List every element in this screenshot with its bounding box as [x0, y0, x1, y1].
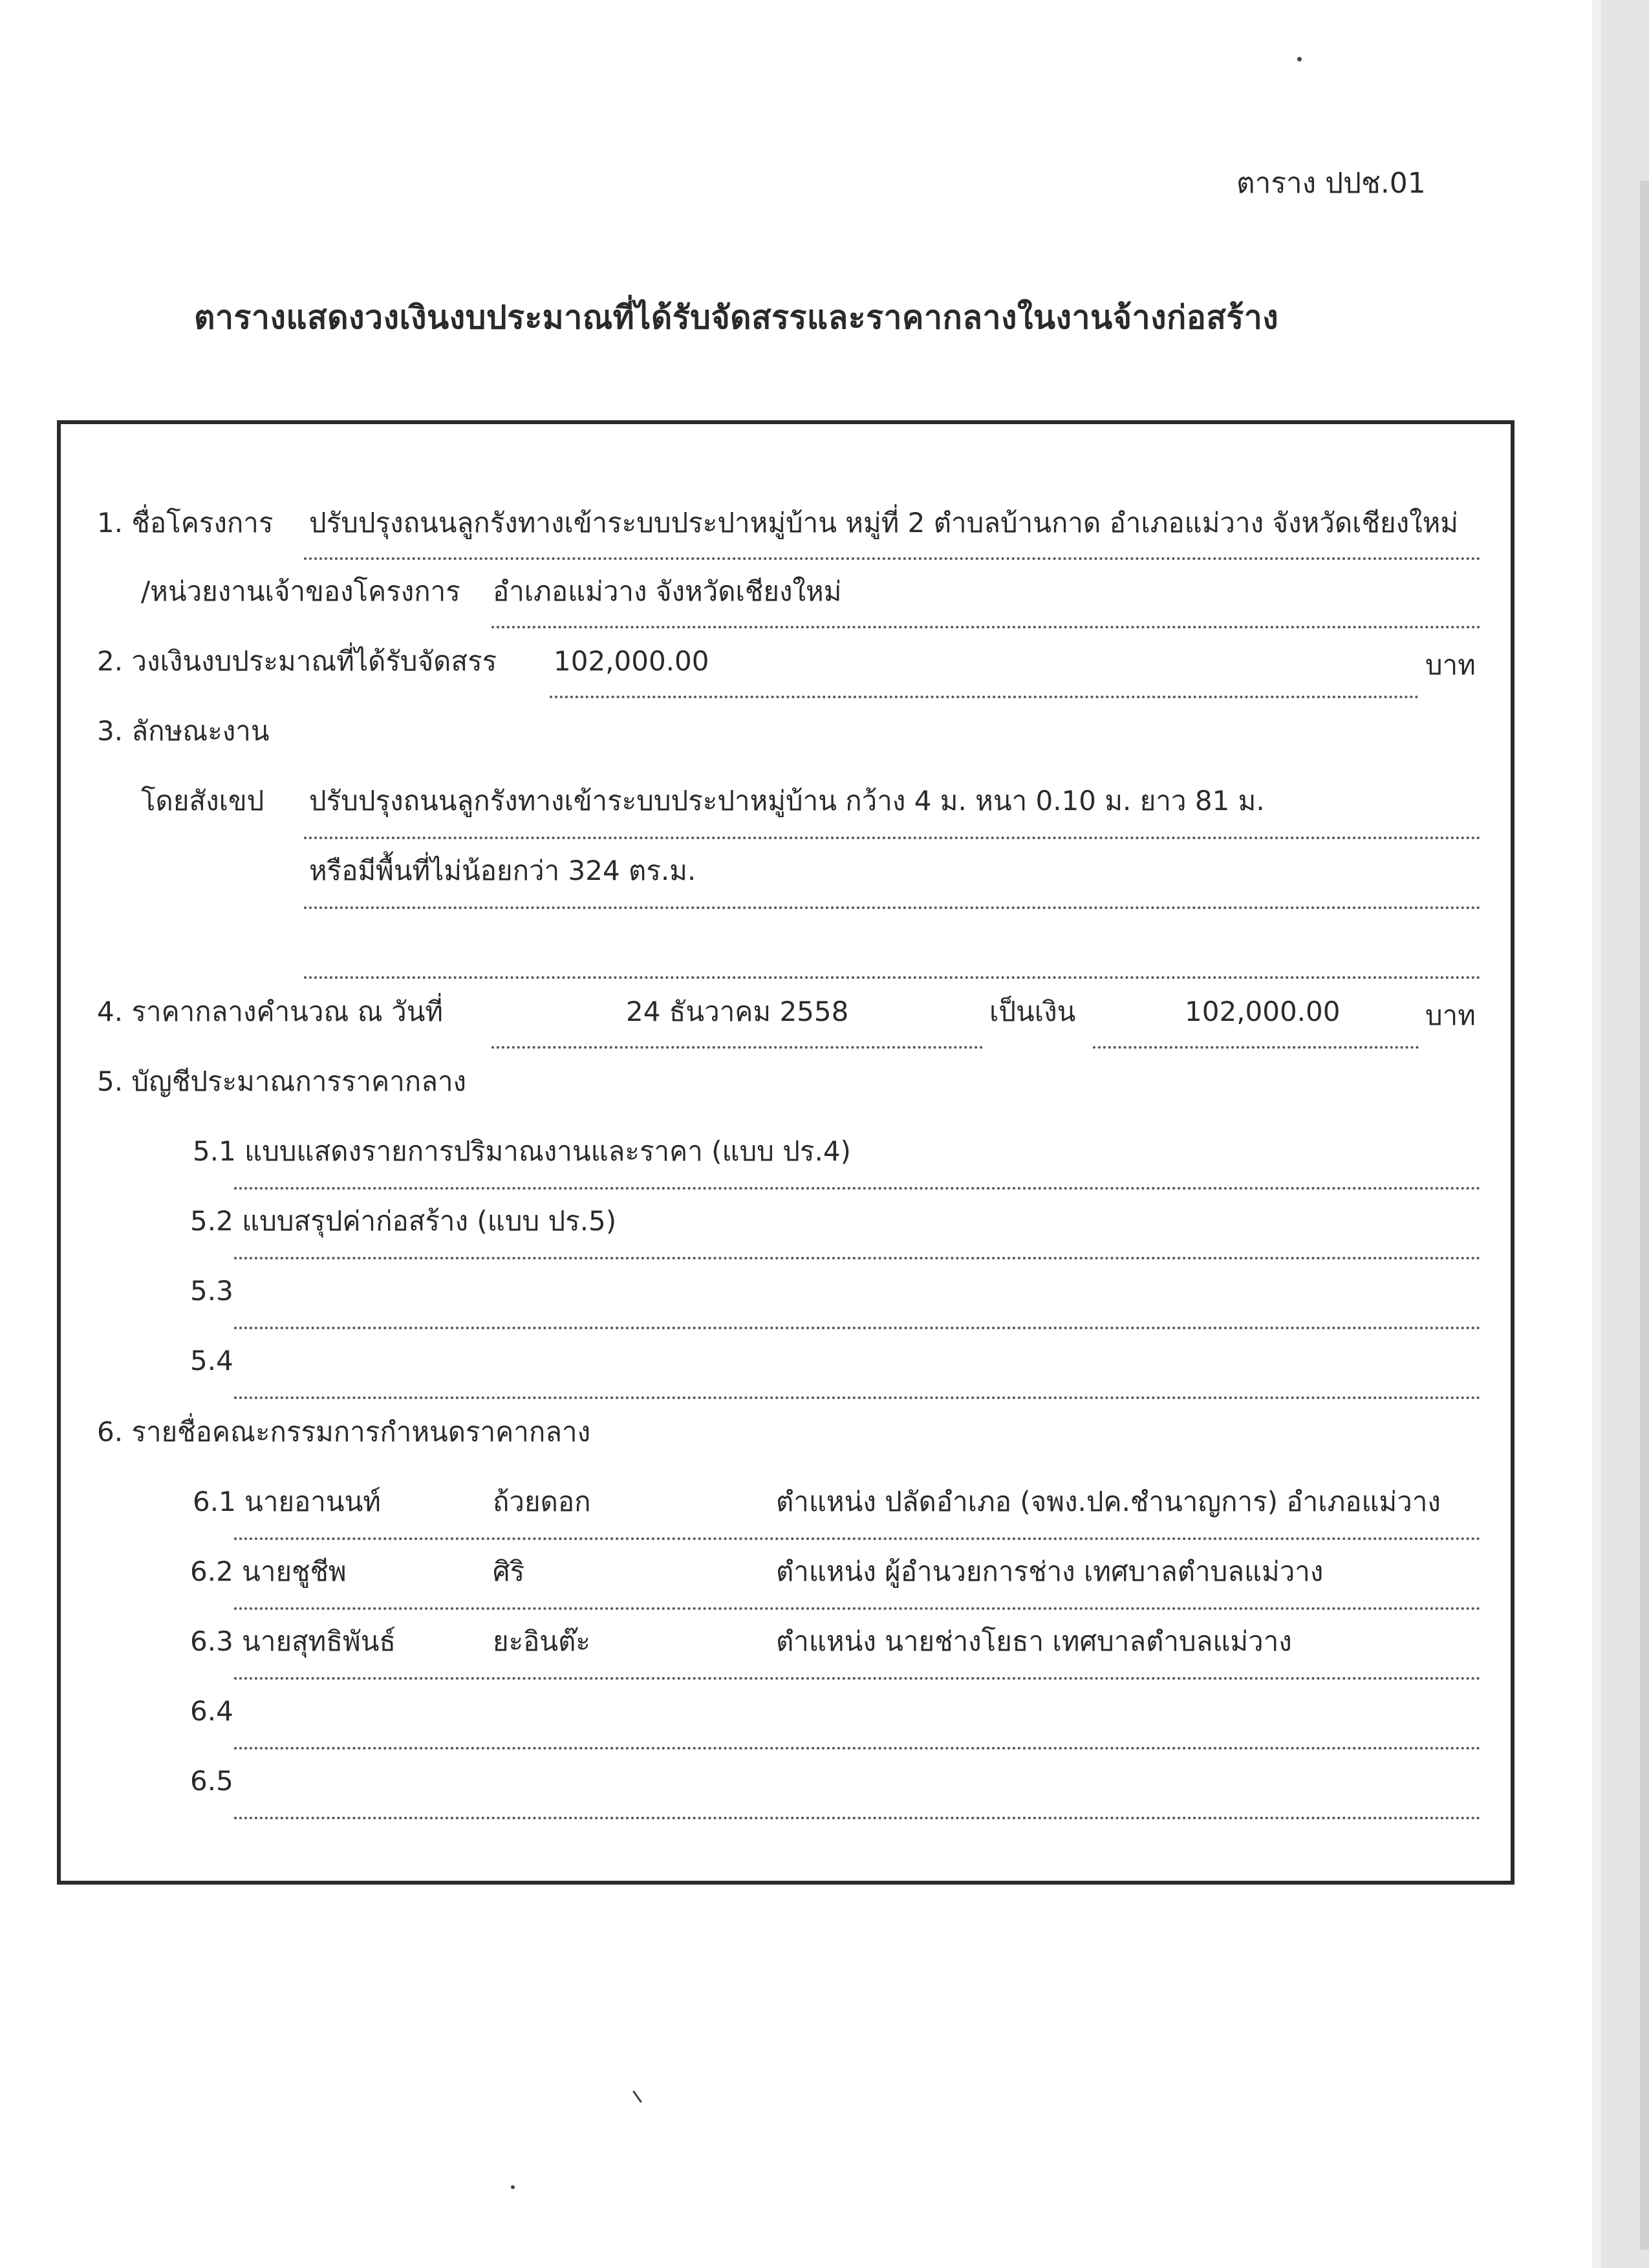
- work-type-label: 3. ลักษณะงาน: [97, 715, 270, 747]
- dotted-line: [234, 1677, 1481, 1680]
- median-price-amount: 102,000.00: [1185, 996, 1341, 1027]
- dotted-line: [304, 976, 1481, 979]
- work-summary-line-2: หรือมีพื้นที่ไม่น้อยกว่า 324 ตร.ม.: [309, 855, 696, 886]
- committee-member-surname: ศิริ: [493, 1556, 525, 1587]
- dotted-line: [304, 837, 1481, 839]
- dotted-line: [234, 1747, 1481, 1749]
- page-title: ตารางแสดงวงเงินงบประมาณที่ได้รับจัดสรรและราคากลางในงานจ้างก่อสร้าง: [194, 299, 1279, 336]
- committee-member-surname: ถ้วยดอก: [493, 1486, 591, 1517]
- document-code: ตาราง ปปช.01: [1236, 167, 1426, 200]
- committee-member-name: 6.5: [190, 1765, 233, 1797]
- budget-unit: บาท: [1425, 649, 1476, 681]
- committee-member-position: ตำแหน่ง ผู้อำนวยการช่าง เทศบาลตำบลแม่วาง: [776, 1556, 1324, 1587]
- dotted-line: [491, 1046, 983, 1049]
- dotted-line: [304, 557, 1481, 560]
- dotted-line: [234, 1187, 1481, 1190]
- project-name-label: 1. ชื่อโครงการ: [97, 507, 274, 539]
- scan-speck: [1297, 57, 1302, 61]
- committee-label: 6. รายชื่อคณะกรรมการกำหนดราคากลาง: [97, 1416, 591, 1448]
- committee-member-surname: ยะอินต๊ะ: [493, 1625, 590, 1657]
- estimate-entry: 5.4: [190, 1345, 233, 1376]
- dotted-line: [234, 1607, 1481, 1610]
- budget-label: 2. วงเงินงบประมาณที่ได้รับจัดสรร: [97, 645, 497, 677]
- budget-value: 102,000.00: [554, 645, 709, 677]
- project-owner-label: /หน่วยงานเจ้าของโครงการ: [141, 575, 460, 607]
- dotted-line: [304, 906, 1481, 909]
- estimate-entry: 5.2 แบบสรุปค่าก่อสร้าง (แบบ ปร.5): [190, 1205, 617, 1237]
- estimate-entry: 5.3: [190, 1275, 233, 1307]
- committee-member-name: 6.4: [190, 1695, 233, 1727]
- median-price-date: 24 ธันวาคม 2558: [626, 996, 849, 1027]
- committee-member-position: ตำแหน่ง ปลัดอำเภอ (จพง.ปค.ชำนาญการ) อำเภอแม่วาง: [776, 1486, 1441, 1517]
- estimate-list-label: 5. บัญชีประมาณการราคากลาง: [97, 1065, 467, 1097]
- work-summary-line-1: ปรับปรุงถนนลูกรังทางเข้าระบบประปาหมู่บ้าน กว้าง 4 ม. หนา 0.10 ม. ยาว 81 ม.: [309, 785, 1265, 817]
- median-price-date-label: 4. ราคากลางคำนวณ ณ วันที่: [97, 996, 444, 1027]
- dotted-line: [1093, 1046, 1419, 1049]
- median-price-amount-label: เป็นเงิน: [989, 996, 1076, 1027]
- project-name-value: ปรับปรุงถนนลูกรังทางเข้าระบบประปาหมู่บ้าน หมู่ที่ 2 ตำบลบ้านกาด อำเภอแม่วาง จังหวัดเชียงใหม่: [309, 507, 1458, 539]
- dotted-line: [234, 1257, 1481, 1259]
- dotted-line: [234, 1396, 1481, 1399]
- dotted-line: [234, 1327, 1481, 1329]
- scan-shadow: [1640, 181, 1649, 2250]
- committee-member-name: 6.1 นายอานนท์: [193, 1486, 381, 1517]
- scan-speck: [511, 2185, 515, 2189]
- dotted-line: [234, 1817, 1481, 1819]
- project-owner-value: อำเภอแม่วาง จังหวัดเชียงใหม่: [493, 575, 842, 607]
- median-price-unit: บาท: [1425, 1000, 1476, 1031]
- scan-speck: [632, 2090, 642, 2103]
- dotted-line: [550, 696, 1419, 698]
- dotted-line: [234, 1537, 1481, 1540]
- estimate-entry: 5.1 แบบแสดงรายการปริมาณงานและราคา (แบบ ปร.4): [193, 1135, 851, 1167]
- dotted-line: [491, 626, 1481, 628]
- committee-member-position: ตำแหน่ง นายช่างโยธา เทศบาลตำบลแม่วาง: [776, 1625, 1292, 1657]
- committee-member-name: 6.3 นายสุทธิพันธ์: [190, 1625, 396, 1657]
- committee-member-name: 6.2 นายชูชีพ: [190, 1556, 347, 1587]
- work-summary-label: โดยสังเขป: [141, 785, 264, 817]
